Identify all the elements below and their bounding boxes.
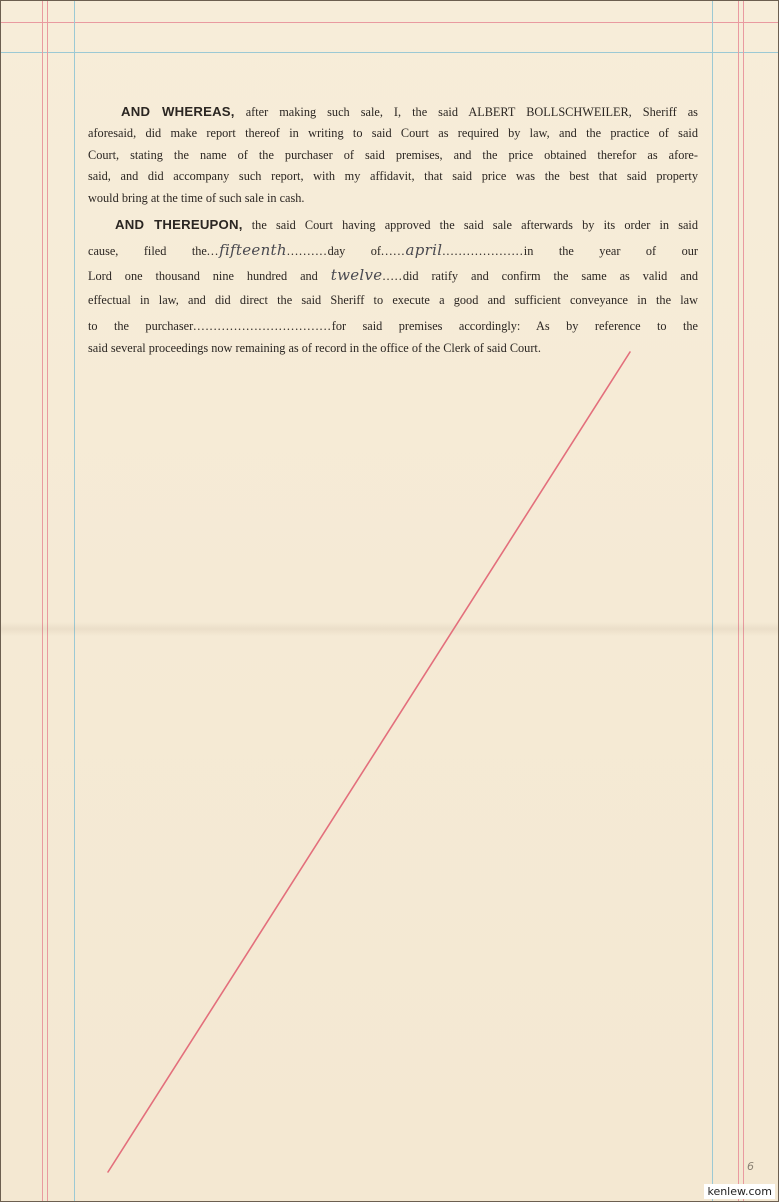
para2-line2-dots2: .......... [286, 243, 328, 258]
para1-line1-text: after making such sale, I, the said ALBERT BOLLSCHWEILER, Sheriff as [245, 105, 698, 119]
handwritten-day: fifteenth [219, 240, 287, 259]
para2-line2-b: day of [327, 243, 382, 258]
para2-line5-a: to the purchaser [88, 318, 194, 333]
para2-line2-a: cause, filed the [88, 243, 207, 258]
para2-line1-text: the said Court having approved the said sale afterwards by its order in said [251, 218, 699, 232]
cancellation-stroke [108, 352, 630, 1172]
para2-lead: AND THEREUPON, [115, 217, 243, 232]
para1-line2: aforesaid, did make report thereof in writing to said Court as required by law, and the practice of said [88, 126, 698, 141]
handwritten-month: april [405, 240, 443, 259]
para2-line5-dots: .................................. [193, 318, 332, 333]
para2-line2-c: in the year of our [523, 243, 699, 258]
para2-line2-dots1: ... [206, 243, 220, 258]
para1-line5: would bring at the time of such sale in cash. [88, 190, 305, 205]
site-watermark: kenlew.com [704, 1184, 775, 1199]
para1-line4: said, and did accompany such report, with my affidavit, that said price was the best that said property [88, 169, 698, 184]
para2-line4: effectual in law, and did direct the said Sheriff to execute a good and sufficient conveyance in the law [88, 292, 698, 307]
para2-line3-dots: ..... [382, 269, 403, 283]
para2-line3-b: did ratify and confirm the same as valid and [402, 269, 698, 283]
para2-line5-b: for said premises accordingly: As by reference to the [331, 318, 698, 333]
para2-line6: said several proceedings now remaining as of record in the office of the Clerk of said Court. [88, 341, 541, 355]
page-number: 6 [747, 1160, 754, 1173]
para2-line3-a: Lord one thousand nine hundred and [88, 269, 318, 283]
para1-lead: AND WHEREAS, [121, 104, 235, 119]
handwritten-year: twelve [330, 266, 383, 284]
para2-line2-dots4: .................... [442, 243, 524, 258]
para2-line2-dots3: ...... [381, 243, 406, 258]
para1-line3: Court, stating the name of the purchaser of said premises, and the price obtained therefor as afore- [88, 147, 698, 162]
